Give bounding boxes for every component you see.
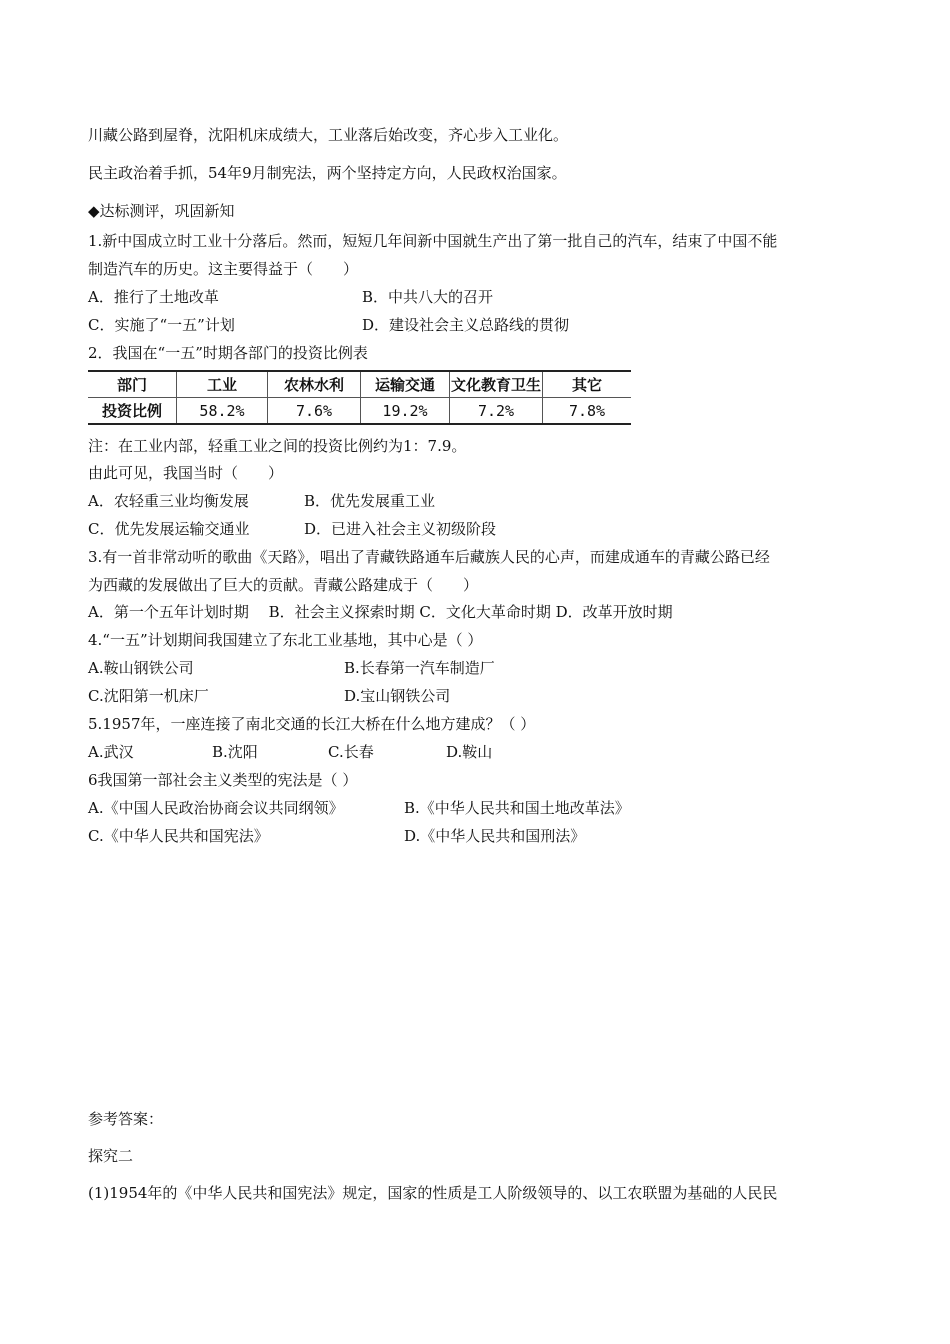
summary-line-1: 川藏公路到屋脊，沈阳机床成绩大，工业落后始改变，齐心步入工业化。 [88, 126, 569, 144]
q5-option-d: D.鞍山 [446, 743, 493, 761]
q1-stem-line-2: 制造汽车的历史。这主要得益于（ ） [88, 260, 359, 278]
answers-line-1: (1)1954年的《中华人民共和国宪法》规定，国家的性质是工人阶级领导的、以工农联盟为基础的人民民 [88, 1184, 778, 1202]
q6-option-d: D.《中华人民共和国刑法》 [404, 827, 586, 845]
q2-option-b: B．优先发展重工业 [304, 492, 436, 510]
q4-option-d: D.宝山钢铁公司 [344, 687, 451, 705]
q1-option-a: A．推行了土地改革 [88, 288, 219, 306]
q2-note: 注：在工业内部，轻重工业之间的投资比例约为1：7.9。 [88, 437, 467, 455]
q6-option-c: C.《中华人民共和国宪法》 [88, 827, 269, 845]
q5-option-b: B.沈阳 [212, 743, 258, 761]
table-cell: 7.8% [543, 398, 632, 425]
q4-option-a: A.鞍山钢铁公司 [88, 659, 194, 677]
q3-stem-line-1: 3.有一首非常动听的歌曲《天路》，唱出了青藏铁路通车后藏族人民的心声，而建成通车的青藏公路已经 [88, 548, 770, 566]
answers-subheading: 探究二 [88, 1147, 134, 1165]
summary-line-2: 民主政治着手抓，54年9月制宪法，两个坚持定方向，人民政权治国家。 [88, 164, 567, 182]
table-cell: 7.6% [268, 398, 361, 425]
q3-stem-line-2: 为西藏的发展做出了巨大的贡献。青藏公路建成于（ ） [88, 576, 479, 594]
table-header-cell: 运输交通 [361, 371, 450, 398]
q1-stem-line-1: 1.新中国成立时工业十分落后。然而，短短几年间新中国就生产出了第一批自己的汽车，结束了中国不能 [88, 232, 778, 250]
q3-options: A．第一个五年计划时期 B．社会主义探索时期 C．文化大革命时期 D．改革开放时期 [88, 603, 673, 621]
table-row-label: 投资比例 [88, 398, 177, 425]
table-header-cell: 工业 [177, 371, 268, 398]
q1-option-b: B．中共八大的召开 [362, 288, 494, 306]
table-row [88, 398, 631, 425]
answers-heading: 参考答案： [88, 1110, 164, 1128]
q5-option-a: A.武汉 [88, 743, 134, 761]
investment-table [88, 370, 631, 425]
table-cell: 19.2% [361, 398, 450, 425]
q4-option-b: B.长春第一汽车制造厂 [344, 659, 495, 677]
table-header-cell: 部门 [88, 371, 177, 398]
table-cell: 7.2% [450, 398, 543, 425]
q1-option-c: C．实施了“一五”计划 [88, 316, 235, 334]
table-header-cell: 文化教育卫生 [450, 371, 543, 398]
q5-stem: 5.1957年，一座连接了南北交通的长江大桥在什么地方建成？（ ） [88, 715, 536, 733]
q6-option-b: B.《中华人民共和国土地改革法》 [404, 799, 630, 817]
q2-stem: 2．我国在“一五”时期各部门的投资比例表 [88, 344, 368, 362]
q6-stem: 6我国第一部社会主义类型的宪法是（ ） [88, 771, 358, 789]
q2-option-c: C．优先发展运输交通业 [88, 520, 250, 538]
q2-option-d: D．已进入社会主义初级阶段 [304, 520, 497, 538]
q2-prompt: 由此可见，我国当时（ ） [88, 464, 284, 482]
section-heading: ◆达标测评，巩固新知 [88, 202, 235, 220]
table-header-row [88, 371, 631, 398]
q1-option-d: D．建设社会主义总路线的贯彻 [362, 316, 570, 334]
table-header-cell: 其它 [543, 371, 632, 398]
q4-stem: 4.“一五”计划期间我国建立了东北工业基地，其中心是（ ） [88, 631, 483, 649]
table-cell: 58.2% [177, 398, 268, 425]
table-header-cell: 农林水利 [268, 371, 361, 398]
q2-option-a: A．农轻重三业均衡发展 [88, 492, 249, 510]
q6-option-a: A.《中国人民政治协商会议共同纲领》 [88, 799, 344, 817]
q4-option-c: C.沈阳第一机床厂 [88, 687, 209, 705]
q5-option-c: C.长春 [328, 743, 374, 761]
